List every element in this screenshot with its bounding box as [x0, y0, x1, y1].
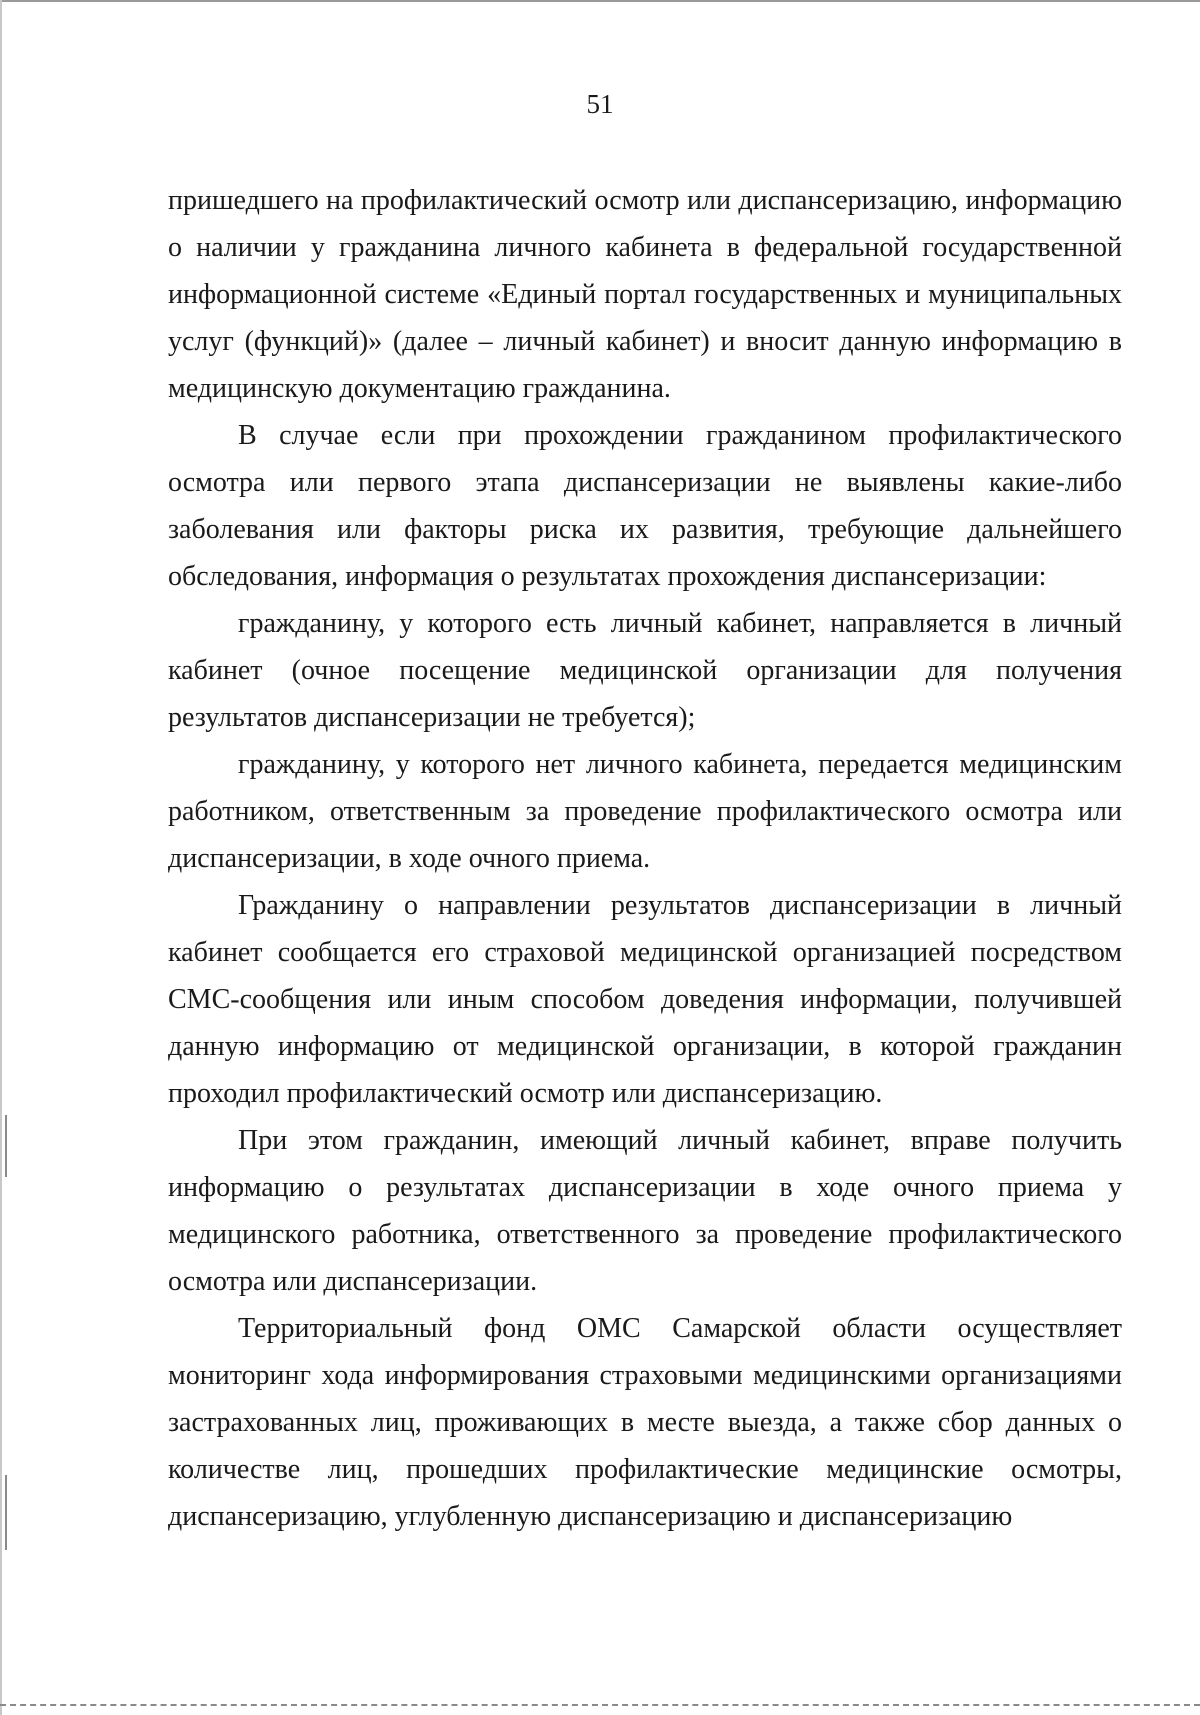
bottom-scan-border: [0, 1704, 1200, 1706]
scan-artifact-mark: [5, 1115, 7, 1177]
paragraph-continuation: пришедшего на профилактический осмотр или диспансеризацию, информацию о наличии у гражданина личного кабинета в федеральной государственной информационной системе «Единый портал государственных и муниципальных услуг (функций)» (далее – личный кабинет) и вносит данную информацию в медицинскую документацию гражданина.: [168, 185, 1122, 404]
paragraph: Территориальный фонд ОМС Самарской области осуществляет мониторинг хода информирования страховыми медицинскими организациями застрахованных лиц, проживающих в месте выезда, а также сбор данных о количестве лиц, прошедших профилактические медицинские осмотры, диспансеризацию, углубленную диспансеризацию и диспансеризацию: [168, 1313, 1122, 1532]
page-number: 51: [586, 89, 614, 119]
left-scan-border: [0, 0, 2, 1715]
paragraph: гражданину, у которого есть личный кабинет, направляется в личный кабинет (очное посещение медицинской организации для получения результатов диспансеризации не требуется);: [168, 608, 1122, 733]
scan-artifact-mark: [5, 1475, 7, 1550]
top-scan-border: [0, 0, 1200, 2]
paragraph: В случае если при прохождении гражданином профилактического осмотра или первого этапа диспансеризации не выявлены какие-либо заболевания или факторы риска их развития, требующие дальнейшего обследования, информация о результатах прохождения диспансеризации:: [168, 420, 1122, 592]
paragraph: Гражданину о направлении результатов диспансеризации в личный кабинет сообщается его страховой медицинской организацией посредством СМС-сообщения или иным способом доведения информации, получившей данную информацию от медицинской организации, в которой гражданин проходил профилактический осмотр или диспансеризацию.: [168, 890, 1122, 1109]
paragraph: гражданину, у которого нет личного кабинета, передается медицинским работником, ответственным за проведение профилактического осмотра или диспансеризации, в ходе очного приема.: [168, 749, 1122, 874]
document-body: [168, 177, 1122, 1540]
paragraph: При этом гражданин, имеющий личный кабинет, вправе получить информацию о результатах диспансеризации в ходе очного приема у медицинского работника, ответственного за проведение профилактического осмотра или диспансеризации.: [168, 1125, 1122, 1297]
